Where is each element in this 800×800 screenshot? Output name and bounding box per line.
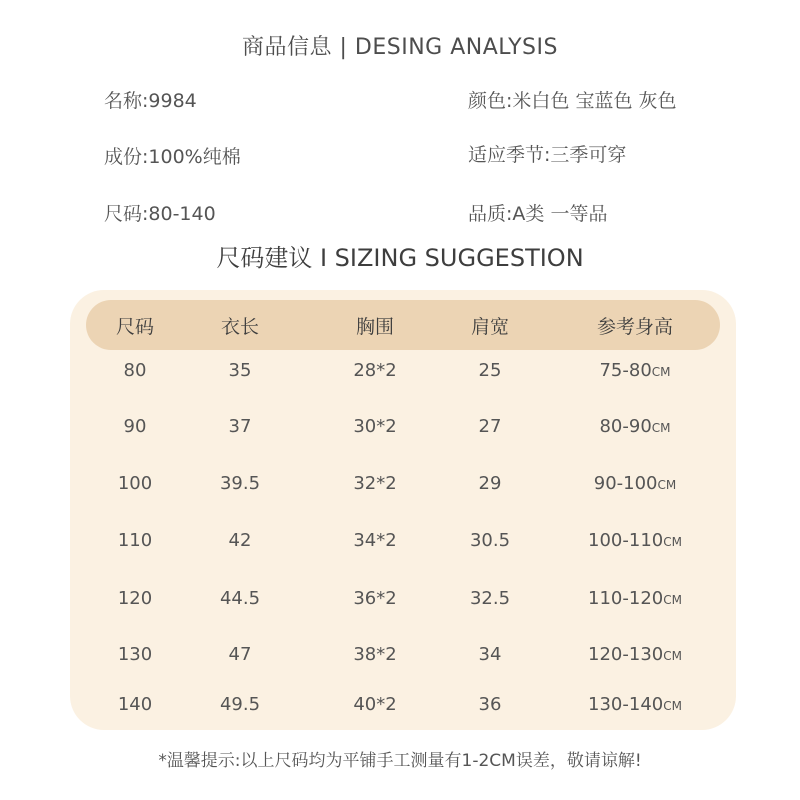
table-cell <box>450 416 530 437</box>
table-cell <box>560 530 710 551</box>
cell-unit: CM <box>663 535 682 549</box>
table-cell <box>100 416 170 437</box>
cell-value: 100-110 <box>588 530 664 551</box>
cell-value: 32*2 <box>353 473 397 494</box>
cell-value: 28*2 <box>353 360 397 381</box>
cell-value: 140 <box>117 694 153 715</box>
table-cell <box>100 360 170 381</box>
cell-value: 47 <box>228 644 252 665</box>
table-cell <box>200 360 280 381</box>
cell-value: 35 <box>228 360 252 381</box>
page-title: 商品信息 | DESING ANALYSIS <box>242 35 558 60</box>
cell-value: 39.5 <box>219 473 261 494</box>
cell-value: 80-90 <box>599 416 652 437</box>
cell-value: 44.5 <box>219 588 261 609</box>
column-header-size: 尺码 <box>115 316 154 338</box>
table-cell <box>320 473 430 494</box>
cell-value: 100 <box>117 473 153 494</box>
cell-unit: CM <box>657 478 677 492</box>
cell-value: 120-130 <box>588 644 664 665</box>
table-cell <box>200 588 280 609</box>
cell-value: 34*2 <box>353 530 397 551</box>
product-size-range: 尺码:80-140 <box>104 203 216 225</box>
table-cell <box>560 644 710 665</box>
table-cell <box>200 694 280 715</box>
cell-value: 49.5 <box>219 694 261 715</box>
table-cell <box>200 644 280 665</box>
column-header-shoulder: 肩宽 <box>470 316 509 338</box>
table-cell <box>450 588 530 609</box>
table-cell <box>450 530 530 551</box>
product-quality: 品质:A类 一等品 <box>468 203 608 225</box>
product-colors: 颜色:米白色 宝蓝色 灰色 <box>468 90 677 112</box>
cell-value: 130 <box>117 644 153 665</box>
column-header-chest: 胸围 <box>355 316 394 338</box>
cell-value: 40*2 <box>353 694 397 715</box>
table-cell <box>320 360 430 381</box>
cell-unit: CM <box>651 365 671 379</box>
sizing-title: 尺码建议 I SIZING SUGGESTION <box>216 244 584 272</box>
table-cell <box>560 360 710 381</box>
cell-value: 34 <box>478 644 502 665</box>
table-cell <box>560 694 710 715</box>
table-cell <box>560 473 710 494</box>
product-season: 适应季节:三季可穿 <box>468 144 627 166</box>
cell-value: 120 <box>117 588 153 609</box>
table-cell <box>320 530 430 551</box>
cell-value: 36 <box>478 694 502 715</box>
table-cell <box>100 694 170 715</box>
cell-value: 110-120 <box>588 588 664 609</box>
table-cell <box>200 473 280 494</box>
cell-value: 90-100 <box>593 473 658 494</box>
table-cell <box>100 588 170 609</box>
table-cell <box>450 694 530 715</box>
table-cell <box>450 644 530 665</box>
cell-value: 37 <box>228 416 252 437</box>
cell-value: 30*2 <box>353 416 397 437</box>
cell-value: 25 <box>478 360 502 381</box>
cell-value: 130-140 <box>588 694 664 715</box>
table-cell <box>320 416 430 437</box>
cell-value: 38*2 <box>353 644 397 665</box>
cell-unit: CM <box>663 699 682 713</box>
table-cell <box>100 530 170 551</box>
table-cell <box>560 416 710 437</box>
measurement-note: *温馨提示:以上尺码均为平铺手工测量有1-2CM误差，敬请谅解! <box>158 751 642 771</box>
cell-value: 42 <box>228 530 252 551</box>
table-cell <box>320 644 430 665</box>
table-cell <box>100 644 170 665</box>
table-cell <box>200 530 280 551</box>
table-cell <box>450 473 530 494</box>
product-material: 成份:100%纯棉 <box>104 146 241 168</box>
cell-value: 32.5 <box>469 588 511 609</box>
cell-unit: CM <box>663 593 682 607</box>
cell-value: 80 <box>123 360 147 381</box>
cell-value: 110 <box>117 530 153 551</box>
cell-unit: CM <box>663 649 682 663</box>
column-header-length: 衣长 <box>220 316 259 338</box>
table-cell <box>100 473 170 494</box>
table-cell <box>450 360 530 381</box>
cell-value: 90 <box>123 416 147 437</box>
cell-unit: CM <box>651 421 671 435</box>
cell-value: 29 <box>478 473 502 494</box>
table-cell <box>320 694 430 715</box>
table-cell <box>560 588 710 609</box>
cell-value: 75-80 <box>599 360 652 381</box>
cell-value: 27 <box>478 416 502 437</box>
cell-value: 30.5 <box>469 530 511 551</box>
column-header-height: 参考身高 <box>596 316 673 338</box>
product-name: 名称:9984 <box>104 90 197 112</box>
table-cell <box>320 588 430 609</box>
cell-value: 36*2 <box>353 588 397 609</box>
table-cell <box>200 416 280 437</box>
